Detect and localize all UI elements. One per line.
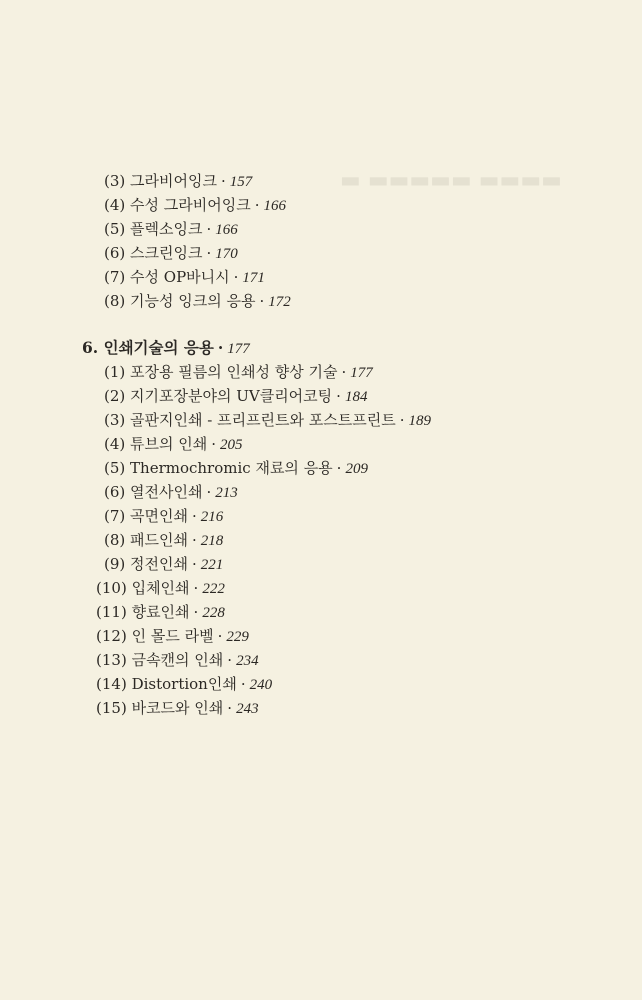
section-title: 인쇄기술의 응용 bbox=[103, 338, 214, 357]
entry-page: 189 bbox=[408, 413, 432, 429]
entry-page: 213 bbox=[215, 485, 238, 501]
entry-page: 222 bbox=[202, 581, 225, 597]
separator: · bbox=[206, 483, 212, 501]
toc-entry[interactable] bbox=[104, 243, 238, 264]
entry-number: (3) bbox=[104, 411, 126, 429]
entry-title: 입체인쇄 bbox=[131, 579, 190, 597]
entry-title: 포장용 필름의 인쇄성 향상 기술 bbox=[130, 363, 338, 381]
entry-title: 바코드와 인쇄 bbox=[131, 699, 224, 717]
entry-number: (7) bbox=[104, 268, 126, 286]
separator: · bbox=[192, 531, 197, 549]
entry-number: (14) bbox=[96, 675, 127, 693]
toc-entry[interactable] bbox=[104, 267, 265, 288]
entry-title: 골판지인쇄 - 프리프린트와 포스트프린트 bbox=[130, 411, 396, 429]
entry-number: (15) bbox=[96, 699, 127, 717]
entry-number: (3) bbox=[104, 172, 126, 190]
separator: · bbox=[217, 627, 223, 645]
toc-entry[interactable] bbox=[96, 650, 259, 671]
separator: · bbox=[227, 651, 233, 669]
separator: · bbox=[192, 507, 197, 525]
entry-number: (8) bbox=[104, 292, 126, 310]
entry-title: 패드인쇄 bbox=[130, 531, 188, 549]
entry-page: 166 bbox=[215, 222, 238, 238]
toc-entry[interactable] bbox=[96, 578, 225, 599]
entry-title: 튜브의 인쇄 bbox=[130, 435, 208, 453]
toc-entry[interactable] bbox=[104, 434, 243, 455]
entry-page: 228 bbox=[202, 605, 225, 621]
entry-title: 정전인쇄 bbox=[130, 555, 188, 573]
toc-entry[interactable] bbox=[104, 291, 291, 312]
entry-title: 향료인쇄 bbox=[131, 603, 190, 621]
toc-entry[interactable] bbox=[104, 458, 368, 479]
toc-entry[interactable] bbox=[104, 219, 238, 240]
entry-number: (6) bbox=[104, 244, 126, 262]
toc-entry[interactable] bbox=[96, 674, 272, 695]
separator: · bbox=[240, 675, 246, 693]
entry-page: 171 bbox=[242, 270, 265, 286]
entry-title: 플렉소잉크 bbox=[130, 220, 203, 238]
entry-number: (9) bbox=[104, 555, 126, 573]
toc-entry[interactable] bbox=[104, 530, 223, 551]
entry-number: (8) bbox=[104, 531, 126, 549]
entry-number: (12) bbox=[96, 627, 127, 645]
entry-title: 수성 OP바니시 bbox=[130, 268, 230, 286]
separator: · bbox=[193, 603, 199, 621]
separator: · bbox=[192, 555, 197, 573]
entry-page: 221 bbox=[200, 557, 224, 573]
separator: · bbox=[227, 699, 233, 717]
separator: · bbox=[193, 579, 199, 597]
entry-number: (10) bbox=[96, 579, 127, 597]
entry-number: (7) bbox=[104, 507, 126, 525]
entry-title: 스크린잉크 bbox=[130, 244, 203, 262]
toc-entry[interactable] bbox=[104, 506, 223, 527]
toc-entry[interactable] bbox=[104, 195, 286, 216]
entry-page: 209 bbox=[345, 461, 368, 477]
entry-title: 기능성 잉크의 응용 bbox=[130, 292, 256, 310]
separator: · bbox=[206, 220, 212, 238]
toc-entry[interactable] bbox=[104, 410, 431, 431]
toc-entry[interactable] bbox=[104, 386, 367, 407]
separator: · bbox=[336, 459, 342, 477]
separator: · bbox=[254, 196, 260, 214]
entry-page: 166 bbox=[263, 198, 287, 214]
separator: · bbox=[233, 268, 239, 286]
toc-entry[interactable] bbox=[96, 626, 249, 647]
bleed-through-heading: ▬▬▬▬ ▬▬▬▬▬ ▬ bbox=[340, 168, 562, 193]
entry-page: 229 bbox=[226, 629, 249, 645]
entry-title: 지기포장분야의 UV클리어코팅 bbox=[130, 387, 333, 405]
toc-entry[interactable] bbox=[96, 602, 225, 623]
entry-number: (4) bbox=[104, 196, 126, 214]
entry-title: Distortion인쇄 bbox=[131, 675, 237, 693]
entry-number: (13) bbox=[96, 651, 127, 669]
toc-entry[interactable] bbox=[96, 698, 259, 719]
entry-title: 그라비어잉크 bbox=[130, 172, 217, 190]
entry-number: (5) bbox=[104, 220, 126, 238]
entry-title: 수성 그라비어잉크 bbox=[130, 196, 251, 214]
entry-page: 170 bbox=[215, 246, 238, 262]
entry-title: 곡면인쇄 bbox=[130, 507, 188, 525]
toc-section-heading[interactable] bbox=[82, 338, 250, 359]
separator: · bbox=[217, 338, 224, 357]
entry-title: 인 몰드 라벨 bbox=[131, 627, 214, 645]
separator: · bbox=[211, 435, 217, 453]
entry-title: Thermochromic 재료의 응용 bbox=[130, 459, 333, 477]
entry-number: (6) bbox=[104, 483, 126, 501]
section-number: 6. bbox=[82, 338, 99, 357]
separator: · bbox=[206, 244, 212, 262]
entry-title: 금속캔의 인쇄 bbox=[131, 651, 224, 669]
entry-page: 205 bbox=[220, 437, 243, 453]
entry-number: (2) bbox=[104, 387, 126, 405]
entry-page: 240 bbox=[249, 677, 273, 693]
entry-page: 157 bbox=[229, 174, 253, 190]
separator: · bbox=[220, 172, 226, 190]
entry-page: 234 bbox=[236, 653, 259, 669]
entry-number: (4) bbox=[104, 435, 126, 453]
separator: · bbox=[259, 292, 265, 310]
entry-page: 184 bbox=[344, 389, 368, 405]
toc-entry[interactable] bbox=[104, 362, 373, 383]
separator: · bbox=[336, 387, 341, 405]
entry-page: 216 bbox=[200, 509, 224, 525]
separator: · bbox=[341, 363, 347, 381]
entry-page: 177 bbox=[350, 365, 373, 381]
entry-number: (11) bbox=[96, 603, 127, 621]
toc-entry[interactable] bbox=[104, 482, 238, 503]
entry-number: (1) bbox=[104, 363, 126, 381]
separator: · bbox=[399, 411, 405, 429]
entry-number: (5) bbox=[104, 459, 126, 477]
section-page: 177 bbox=[227, 341, 250, 357]
toc-entry[interactable] bbox=[104, 171, 252, 192]
entry-page: 218 bbox=[200, 533, 224, 549]
entry-title: 열전사인쇄 bbox=[130, 483, 203, 501]
entry-page: 172 bbox=[268, 294, 291, 310]
entry-page: 243 bbox=[236, 701, 259, 717]
toc-entry[interactable] bbox=[104, 554, 223, 575]
